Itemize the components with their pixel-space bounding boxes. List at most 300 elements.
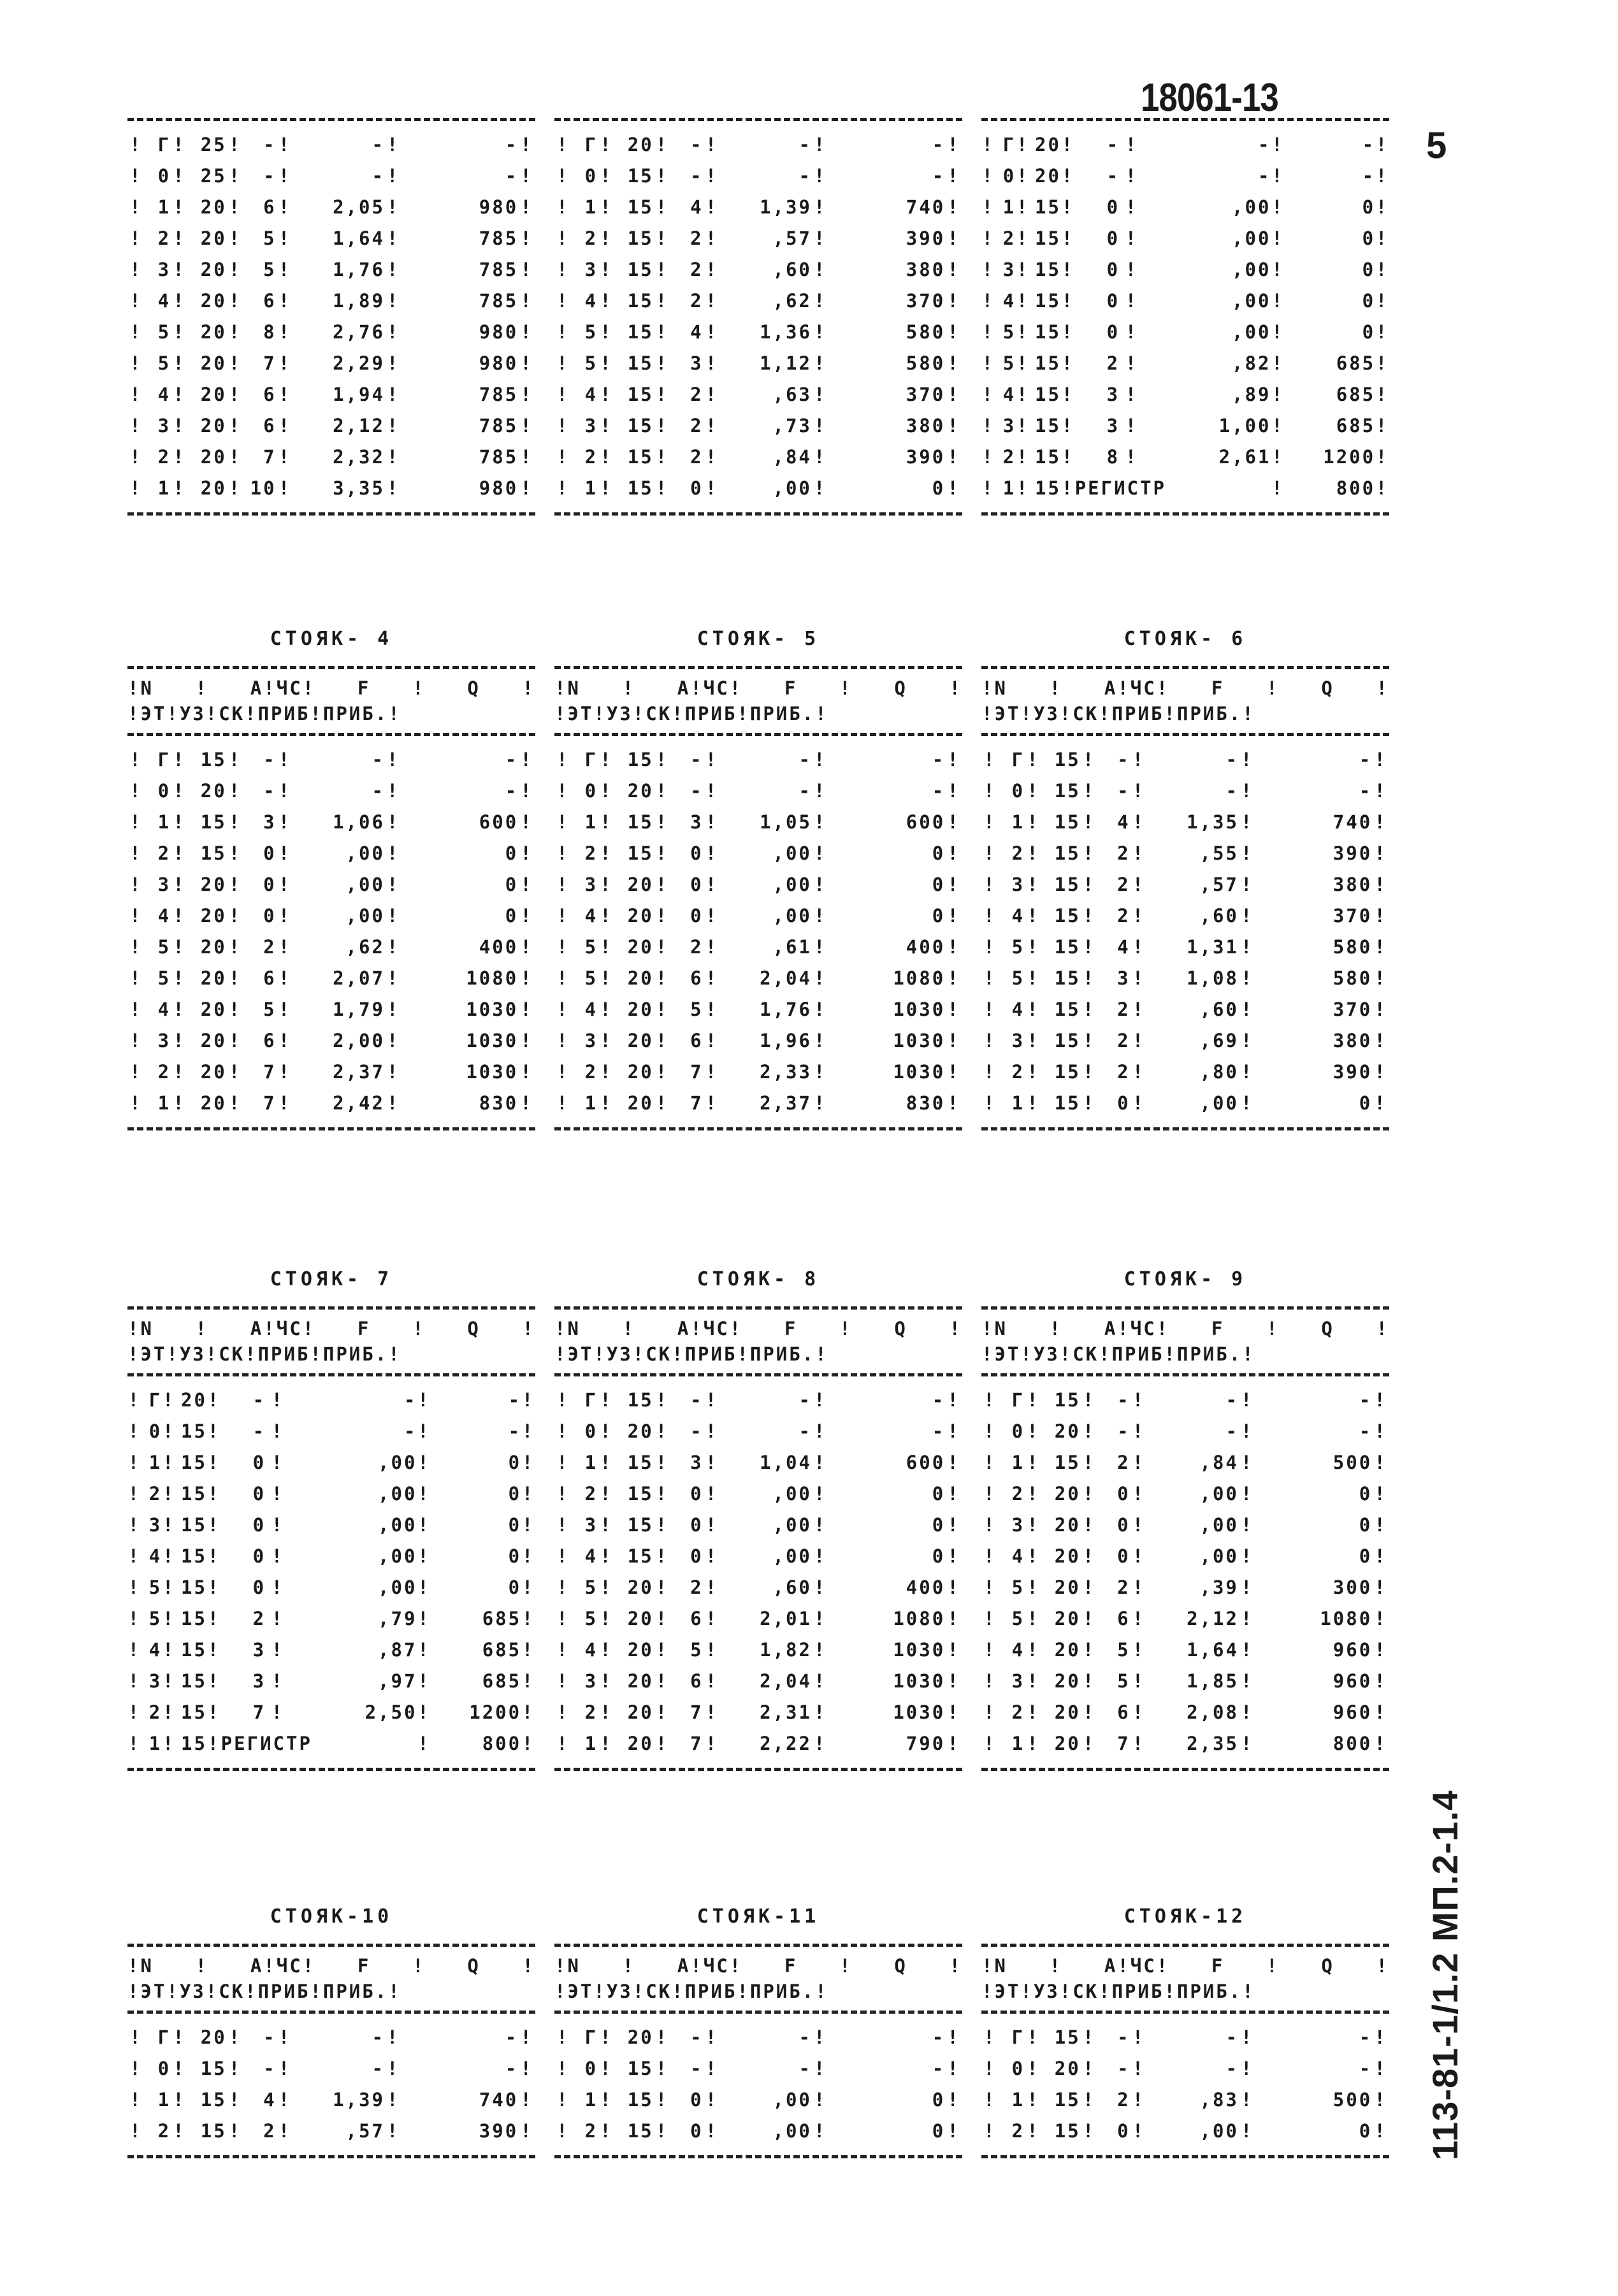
cell-diameter: 15 bbox=[1054, 904, 1081, 927]
dashed-rule bbox=[981, 1768, 1389, 1771]
cell-separator: ! bbox=[600, 445, 613, 468]
cell-heat: 790 bbox=[906, 1732, 946, 1754]
cell-separator: ! bbox=[1016, 258, 1030, 280]
cell-separator: ! bbox=[1082, 998, 1096, 1020]
cell-separator: ! bbox=[387, 258, 400, 280]
cell-separator: ! bbox=[1027, 1513, 1040, 1536]
cell-floor: 2 bbox=[157, 842, 171, 864]
cell-heat: - bbox=[932, 1389, 946, 1411]
header-label: А!ЧС! bbox=[677, 677, 743, 699]
cell-separator: ! bbox=[983, 1482, 997, 1505]
cell-diameter: 20 bbox=[1054, 1638, 1081, 1661]
cell-diameter: 15 bbox=[200, 2119, 227, 2142]
cell-floor: 1 bbox=[157, 1092, 171, 1114]
cell-separator: ! bbox=[814, 1576, 827, 1598]
cell-floor: 5 bbox=[148, 1607, 163, 1629]
cell-heat: 400 bbox=[906, 1576, 946, 1598]
cell-floor: 5 bbox=[148, 1576, 163, 1598]
header-label: А!ЧС! bbox=[250, 1955, 316, 1977]
cell-area: 2,04 bbox=[760, 1670, 812, 1692]
cell-sections: 10 bbox=[250, 477, 277, 499]
cell-diameter: 20 bbox=[627, 1092, 654, 1114]
header-line bbox=[981, 1979, 1389, 2004]
table-row bbox=[981, 931, 1389, 962]
cell-separator: ! bbox=[1132, 998, 1146, 1020]
cell-area: 2,05 bbox=[333, 196, 385, 218]
table-row bbox=[554, 160, 962, 191]
cell-separator: ! bbox=[814, 227, 827, 249]
cell-separator: ! bbox=[983, 842, 997, 864]
cell-floor: 4 bbox=[148, 1545, 163, 1567]
cell-separator: ! bbox=[1132, 1607, 1146, 1629]
cell-separator: ! bbox=[655, 1389, 669, 1411]
table-row bbox=[554, 1696, 962, 1728]
cell-separator: ! bbox=[947, 2088, 960, 2111]
cell-separator: ! bbox=[520, 935, 533, 958]
cell-area: ,62 bbox=[772, 289, 812, 312]
cell-area: ,80 bbox=[1199, 1060, 1239, 1083]
cell-area: ,61 bbox=[772, 935, 812, 958]
cell-separator: ! bbox=[983, 935, 997, 958]
cell-separator: ! bbox=[600, 1607, 613, 1629]
cell-separator: ! bbox=[655, 1545, 669, 1567]
table-row bbox=[554, 993, 962, 1025]
cell-sections: 0 bbox=[690, 904, 704, 927]
header-label: ! bbox=[622, 1318, 636, 1339]
cell-heat: 0 bbox=[1362, 227, 1376, 249]
riser-table-body bbox=[554, 666, 962, 1130]
cell-heat: 800 bbox=[1333, 1732, 1373, 1754]
cell-sections: - bbox=[690, 2026, 704, 2048]
cell-area: 2,12 bbox=[1187, 1607, 1239, 1629]
cell-separator: ! bbox=[1132, 811, 1146, 833]
cell-separator: ! bbox=[947, 1029, 960, 1051]
cell-heat: 0 bbox=[508, 1576, 522, 1598]
cell-separator: ! bbox=[228, 2088, 242, 2111]
cell-floor: 1 bbox=[157, 477, 171, 499]
cell-floor: 3 bbox=[157, 1029, 171, 1051]
cell-separator: ! bbox=[600, 164, 613, 187]
cell-floor: 4 bbox=[584, 1638, 598, 1661]
cell-separator: ! bbox=[600, 779, 613, 802]
cell-sections: 4 bbox=[1117, 811, 1130, 833]
cell-floor: 5 bbox=[584, 1607, 598, 1629]
cell-separator: ! bbox=[129, 289, 143, 312]
cell-separator: ! bbox=[814, 1701, 827, 1723]
cell-separator: ! bbox=[520, 1092, 533, 1114]
cell-separator: ! bbox=[1241, 1513, 1254, 1536]
cell-separator: ! bbox=[520, 383, 533, 405]
cell-separator: ! bbox=[814, 321, 827, 343]
cell-sections: 2 bbox=[690, 383, 704, 405]
cell-floor: 2 bbox=[157, 227, 171, 249]
cell-separator: ! bbox=[127, 1545, 141, 1567]
cell-area: - bbox=[798, 1389, 812, 1411]
cell-separator: ! bbox=[521, 1607, 535, 1629]
cell-heat: - bbox=[505, 133, 519, 155]
cell-separator: ! bbox=[1132, 2057, 1146, 2079]
cell-separator: ! bbox=[1082, 1701, 1096, 1723]
cell-floor: 5 bbox=[157, 935, 171, 958]
cell-separator: ! bbox=[1374, 1545, 1387, 1567]
cell-separator: ! bbox=[1125, 289, 1139, 312]
cell-separator: ! bbox=[162, 1513, 176, 1536]
cell-separator: ! bbox=[129, 1092, 143, 1114]
cell-separator: ! bbox=[228, 1060, 242, 1083]
header-label: !ЭТ!УЗ!СК!ПРИБ!ПРИБ.! bbox=[981, 703, 1255, 725]
cell-sections: 2 bbox=[252, 1607, 266, 1629]
header-label: ! bbox=[195, 1318, 209, 1339]
cell-separator: ! bbox=[520, 1060, 533, 1083]
cell-area: ,60 bbox=[1199, 904, 1239, 927]
cell-heat: 685 bbox=[482, 1670, 522, 1692]
cell-separator: ! bbox=[228, 873, 242, 895]
cell-separator: ! bbox=[600, 811, 613, 833]
cell-sections: 6 bbox=[263, 967, 277, 989]
header-label: F bbox=[1211, 677, 1225, 699]
cell-separator: ! bbox=[705, 1545, 719, 1567]
cell-area: ,87 bbox=[378, 1638, 417, 1661]
cell-floor: 3 bbox=[157, 258, 171, 280]
cell-separator: ! bbox=[1082, 904, 1096, 927]
cell-separator: ! bbox=[127, 1638, 141, 1661]
cell-diameter: 15 bbox=[180, 1513, 207, 1536]
table-row bbox=[554, 806, 962, 837]
cell-heat: 1030 bbox=[893, 1701, 946, 1723]
cell-sections: 6 bbox=[690, 967, 704, 989]
cell-separator: ! bbox=[1374, 873, 1387, 895]
table-row bbox=[127, 1056, 535, 1087]
cell-separator: ! bbox=[1241, 1029, 1254, 1051]
cell-separator: ! bbox=[278, 967, 292, 989]
cell-separator: ! bbox=[521, 1389, 535, 1411]
cell-separator: ! bbox=[271, 1451, 285, 1473]
cell-separator: ! bbox=[1132, 1389, 1146, 1411]
cell-sections: 0 bbox=[252, 1482, 266, 1505]
table-row bbox=[554, 744, 962, 775]
cell-sections: - bbox=[690, 748, 704, 770]
table-row bbox=[554, 441, 962, 472]
cell-separator: ! bbox=[1132, 1451, 1146, 1473]
cell-separator: ! bbox=[556, 477, 570, 499]
cell-separator: ! bbox=[556, 352, 570, 374]
cell-area: - bbox=[1225, 748, 1239, 770]
header-line bbox=[554, 1316, 962, 1341]
cell-separator: ! bbox=[705, 1451, 719, 1473]
cell-separator: ! bbox=[947, 477, 960, 499]
cell-separator: ! bbox=[207, 1513, 221, 1536]
cell-separator: ! bbox=[1374, 1029, 1387, 1051]
cell-heat: - bbox=[1359, 1420, 1373, 1442]
cell-separator: ! bbox=[1027, 1420, 1040, 1442]
cell-diameter: 20 bbox=[200, 445, 227, 468]
cell-separator: ! bbox=[705, 383, 719, 405]
cell-separator: ! bbox=[387, 873, 400, 895]
header-label: ! bbox=[412, 1318, 426, 1339]
cell-separator: ! bbox=[1016, 445, 1030, 468]
cell-separator: ! bbox=[600, 1545, 613, 1567]
table-row bbox=[127, 316, 535, 347]
header-label: ! bbox=[949, 677, 962, 699]
cell-heat: 0 bbox=[505, 873, 519, 895]
cell-floor: Г bbox=[1011, 1389, 1025, 1411]
table-row bbox=[554, 222, 962, 254]
cell-separator: ! bbox=[1016, 133, 1030, 155]
cell-separator: ! bbox=[705, 352, 719, 374]
header-label: F bbox=[784, 677, 798, 699]
cell-separator: ! bbox=[655, 1451, 669, 1473]
cell-heat: 685 bbox=[482, 1607, 522, 1629]
cell-separator: ! bbox=[278, 2026, 292, 2048]
cell-separator: ! bbox=[600, 321, 613, 343]
cell-separator: ! bbox=[814, 383, 827, 405]
dashed-rule bbox=[981, 1127, 1389, 1130]
cell-separator: ! bbox=[814, 1451, 827, 1473]
header-label: !N bbox=[127, 1318, 154, 1339]
cell-separator: ! bbox=[228, 967, 242, 989]
cell-diameter: 20 bbox=[627, 133, 654, 155]
header-label: ! bbox=[1049, 1955, 1063, 1977]
cell-heat: 1030 bbox=[893, 1060, 946, 1083]
cell-area: 2,61 bbox=[1218, 445, 1271, 468]
cell-separator: ! bbox=[947, 842, 960, 864]
cell-separator: ! bbox=[983, 811, 997, 833]
header-label: Q bbox=[1321, 1955, 1334, 1977]
cell-separator: ! bbox=[600, 2119, 613, 2142]
cell-separator: ! bbox=[162, 1545, 176, 1567]
cell-area: ,00 bbox=[378, 1482, 417, 1505]
cell-separator: ! bbox=[655, 227, 669, 249]
cell-separator: ! bbox=[1082, 748, 1096, 770]
cell-separator: ! bbox=[947, 445, 960, 468]
cell-separator: ! bbox=[1082, 935, 1096, 958]
cell-area: - bbox=[1225, 779, 1239, 802]
cell-separator: ! bbox=[278, 873, 292, 895]
cell-sections: 8 bbox=[263, 321, 277, 343]
cell-diameter: 15 bbox=[180, 1451, 207, 1473]
cell-separator: ! bbox=[556, 1607, 570, 1629]
header-label: ! bbox=[1266, 1955, 1280, 1977]
cell-floor: 2 bbox=[584, 1482, 598, 1505]
cell-heat: 785 bbox=[479, 383, 519, 405]
cell-sections: 2 bbox=[1117, 873, 1130, 895]
cell-heat: - bbox=[1362, 133, 1376, 155]
cell-heat: 1200 bbox=[469, 1701, 522, 1723]
cell-separator: ! bbox=[1082, 1670, 1096, 1692]
table-row bbox=[127, 160, 535, 191]
cell-separator: ! bbox=[1125, 196, 1139, 218]
cell-separator: ! bbox=[520, 2088, 533, 2111]
cell-area: - bbox=[403, 1420, 417, 1442]
table-row bbox=[127, 1603, 535, 1634]
cell-separator: ! bbox=[705, 811, 719, 833]
cell-sections: 2 bbox=[690, 1576, 704, 1598]
cell-separator: ! bbox=[600, 227, 613, 249]
cell-separator: ! bbox=[207, 1701, 221, 1723]
cell-separator: ! bbox=[814, 1545, 827, 1567]
cell-separator: ! bbox=[1374, 904, 1387, 927]
cell-separator: ! bbox=[1241, 873, 1254, 895]
cell-separator: ! bbox=[983, 2119, 997, 2142]
cell-separator: ! bbox=[1374, 1670, 1387, 1692]
cell-separator: ! bbox=[228, 164, 242, 187]
cell-sections: 3 bbox=[1117, 967, 1130, 989]
cell-separator: ! bbox=[600, 935, 613, 958]
cell-area: ,60 bbox=[1199, 998, 1239, 1020]
cell-floor: 2 bbox=[584, 445, 598, 468]
table-row bbox=[127, 744, 535, 775]
cell-separator: ! bbox=[520, 352, 533, 374]
cell-heat: 1030 bbox=[893, 998, 946, 1020]
table-row bbox=[981, 254, 1389, 285]
table-row bbox=[981, 806, 1389, 837]
cell-floor: 1 bbox=[584, 1092, 598, 1114]
cell-sections: - bbox=[1117, 1389, 1130, 1411]
header-label: А!ЧС! bbox=[1104, 1318, 1170, 1339]
cell-heat: 685 bbox=[482, 1638, 522, 1661]
side-stamp: 113-81-1/1.2 МП.2-1.4 bbox=[1425, 1789, 1465, 2160]
cell-separator: ! bbox=[278, 321, 292, 343]
cell-separator: ! bbox=[983, 1701, 997, 1723]
table-row bbox=[127, 379, 535, 410]
cell-heat: 0 bbox=[508, 1513, 522, 1536]
cell-separator: ! bbox=[600, 1670, 613, 1692]
cell-diameter: 15 bbox=[180, 1482, 207, 1505]
cell-separator: ! bbox=[814, 289, 827, 312]
cell-separator: ! bbox=[228, 133, 242, 155]
cell-heat: - bbox=[932, 2057, 946, 2079]
cell-diameter: 15 bbox=[1054, 1092, 1081, 1114]
cell-separator: ! bbox=[556, 2057, 570, 2079]
cell-separator: ! bbox=[983, 998, 997, 1020]
cell-sections: 2 bbox=[1117, 904, 1130, 927]
cell-separator: ! bbox=[947, 998, 960, 1020]
cell-area: 2,08 bbox=[1187, 1701, 1239, 1723]
cell-sections: 2 bbox=[690, 445, 704, 468]
cell-separator: ! bbox=[947, 1513, 960, 1536]
cell-heat: 390 bbox=[1333, 842, 1373, 864]
cell-area: ,00 bbox=[772, 2088, 812, 2111]
cell-area: 2,04 bbox=[760, 967, 812, 989]
cell-diameter: 20 bbox=[627, 1732, 654, 1754]
cell-sections: - bbox=[252, 1420, 266, 1442]
cell-diameter: 20 bbox=[180, 1389, 207, 1411]
cell-separator: ! bbox=[983, 1389, 997, 1411]
cell-area: 2,37 bbox=[760, 1092, 812, 1114]
cell-separator: ! bbox=[1082, 1545, 1096, 1567]
cell-separator: ! bbox=[556, 1545, 570, 1567]
cell-area: ,00 bbox=[772, 2119, 812, 2142]
cell-sections: 6 bbox=[263, 414, 277, 437]
cell-diameter: 15 bbox=[1034, 477, 1061, 499]
cell-separator: ! bbox=[1374, 748, 1387, 770]
dashed-rule bbox=[981, 1373, 1389, 1376]
cell-floor: 3 bbox=[584, 873, 598, 895]
cell-separator: ! bbox=[129, 748, 143, 770]
cell-separator: ! bbox=[947, 352, 960, 374]
cell-separator: ! bbox=[655, 383, 669, 405]
cell-heat: 0 bbox=[1359, 1482, 1373, 1505]
cell-area: - bbox=[798, 2057, 812, 2079]
header-label: А!ЧС! bbox=[677, 1955, 743, 1977]
cell-heat: 685 bbox=[1336, 383, 1376, 405]
cell-separator: ! bbox=[520, 967, 533, 989]
cell-floor: 2 bbox=[1002, 445, 1016, 468]
cell-separator: ! bbox=[129, 873, 143, 895]
cell-separator: ! bbox=[127, 1451, 141, 1473]
cell-area: ,57 bbox=[345, 2119, 385, 2142]
cell-floor: 3 bbox=[1011, 873, 1025, 895]
cell-separator: ! bbox=[387, 445, 400, 468]
cell-sections: 3 bbox=[1106, 383, 1120, 405]
cell-separator: ! bbox=[947, 1092, 960, 1114]
cell-heat: 0 bbox=[1362, 289, 1376, 312]
cell-separator: ! bbox=[1027, 1389, 1040, 1411]
cell-separator: ! bbox=[1241, 1451, 1254, 1473]
table-row bbox=[981, 2053, 1389, 2084]
cell-separator: ! bbox=[520, 196, 533, 218]
cell-separator: ! bbox=[556, 383, 570, 405]
cell-diameter: 15 bbox=[627, 2057, 654, 2079]
cell-floor: 2 bbox=[584, 1060, 598, 1083]
cell-diameter: 20 bbox=[200, 414, 227, 437]
cell-separator: ! bbox=[162, 1701, 176, 1723]
header-line bbox=[554, 701, 962, 726]
cell-diameter: 15 bbox=[180, 1420, 207, 1442]
cell-diameter: 20 bbox=[1034, 164, 1061, 187]
cell-separator: ! bbox=[556, 2026, 570, 2048]
cell-separator: ! bbox=[278, 289, 292, 312]
header-label: F bbox=[1211, 1318, 1225, 1339]
cell-separator: ! bbox=[278, 748, 292, 770]
cell-separator: ! bbox=[278, 383, 292, 405]
cell-separator: ! bbox=[1241, 1607, 1254, 1629]
cell-heat: 1030 bbox=[466, 1060, 519, 1083]
cell-separator: ! bbox=[1374, 811, 1387, 833]
cell-heat: 800 bbox=[482, 1732, 522, 1754]
cell-separator: ! bbox=[655, 321, 669, 343]
cell-separator: ! bbox=[1271, 133, 1285, 155]
cell-separator: ! bbox=[387, 352, 400, 374]
cell-separator: ! bbox=[162, 1670, 176, 1692]
table-row bbox=[554, 1728, 962, 1759]
cell-separator: ! bbox=[1061, 321, 1075, 343]
cell-separator: ! bbox=[814, 352, 827, 374]
dashed-rule bbox=[554, 1373, 962, 1376]
cell-diameter: 15 bbox=[1034, 352, 1061, 374]
cell-separator: ! bbox=[705, 967, 719, 989]
cell-separator: ! bbox=[1027, 1482, 1040, 1505]
cell-floor: 1 bbox=[584, 1732, 598, 1754]
cell-diameter: 15 bbox=[180, 1701, 207, 1723]
dashed-rule bbox=[554, 2155, 962, 2158]
cell-separator: ! bbox=[556, 1092, 570, 1114]
cell-area: ,00 bbox=[378, 1451, 417, 1473]
cell-sections: 7 bbox=[690, 1092, 704, 1114]
cell-separator: ! bbox=[520, 164, 533, 187]
cell-diameter: 15 bbox=[180, 1670, 207, 1692]
cell-heat: 1080 bbox=[1320, 1607, 1373, 1629]
cell-separator: ! bbox=[521, 1513, 535, 1536]
header-label: ! bbox=[522, 1318, 535, 1339]
cell-area: ,00 bbox=[1199, 1513, 1239, 1536]
cell-separator: ! bbox=[814, 1029, 827, 1051]
cell-separator: ! bbox=[1027, 1092, 1040, 1114]
cell-separator: ! bbox=[1374, 2119, 1387, 2142]
cell-sections: - bbox=[1117, 2057, 1130, 2079]
cell-separator: ! bbox=[162, 1482, 176, 1505]
cell-separator: ! bbox=[228, 904, 242, 927]
